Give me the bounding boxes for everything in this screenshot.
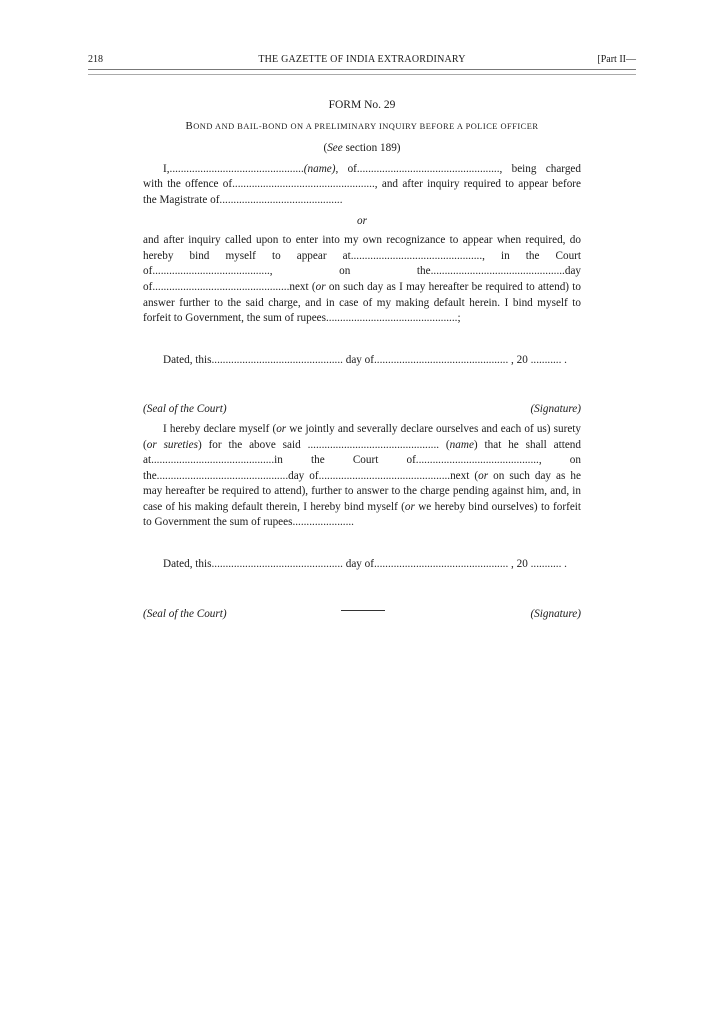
form-subtitle — [143, 119, 581, 135]
section-text: section 189) — [342, 142, 401, 155]
para2-text-a: and after inquiry called upon to enter into my own recognizance to appear when required, do hereby bind myself to appear at..............................................., in the Court of.........................................., on the................................................day of.................................................next ( — [143, 234, 581, 293]
para3-or2: or — [478, 469, 489, 482]
para3-text-d: ) that he shall attend at............................................in the Court of............................................, on the...............................................day of...............................................next ( — [143, 438, 581, 482]
signature-row-2 — [143, 607, 581, 623]
section-reference: (See section 189) — [323, 142, 401, 155]
dated-line-1: Dated, this............................................... day of................................................ , 20 ........... . — [163, 353, 567, 366]
form-body — [143, 98, 581, 622]
para3-text-e: on such day as he may hereafter be required to attend), further to answer to the charge pending against him, and, in case of his making default therein, I hereby bind myself ( — [143, 469, 581, 513]
paragraph-surety — [143, 422, 581, 531]
signature-label: (Signature) — [530, 403, 581, 416]
para1-text-b: , of..................................................., being charged with the offence of..................................................., and after inquiry required to appear before the Magistrate of............................................ — [143, 162, 581, 206]
part-label: [Part II— — [597, 54, 636, 65]
seal-of-court: (Seal of the Court) — [143, 403, 227, 416]
dated-line-2: Dated, this............................................... day of................................................ , 20 ........... . — [163, 558, 567, 571]
para3-text-a: I hereby declare myself ( — [163, 422, 277, 435]
page-number: 218 — [88, 54, 103, 65]
para3-text-b: we jointly and severally declare ourselves and each of us) surety ( — [143, 422, 581, 451]
para3-text-f: we hereby bind ourselves) to forfeit to Government the sum of rupees...................... — [143, 500, 582, 529]
signature-label: (Signature) — [530, 607, 581, 620]
form-subtitle-text: BOND AND BAIL-BOND ON A PRELIMINARY INQUIRY BEFORE A POLICE OFFICER — [185, 119, 539, 132]
para3-name: name — [449, 438, 474, 451]
header-rule — [88, 69, 636, 75]
para3-or3: or — [404, 500, 415, 513]
gazette-title: THE GAZETTE OF INDIA EXTRAORDINARY — [258, 54, 466, 65]
para3-or1: or — [276, 422, 287, 435]
page-header — [88, 54, 636, 70]
para1-name: (name) — [303, 162, 336, 175]
para3-text-c: ) for the above said ............................................... ( — [197, 438, 450, 451]
para3-sureties: or sureties — [146, 438, 198, 451]
seal-of-court: (Seal of the Court) — [143, 607, 227, 620]
para2-text-b: on such day as I may hereafter be required to attend) to answer further to the said charge, and in case of my making default herein. I bind myself to forfeit to Government, the sum of rupees...............................................; — [143, 280, 581, 325]
para1-text-a: I,................................................ — [163, 162, 304, 175]
paragraph-recognizance — [143, 233, 581, 327]
form-number: FORM No. 29 — [328, 99, 396, 111]
para2-or: or — [315, 280, 326, 293]
end-rule — [341, 610, 385, 611]
signature-row-1 — [143, 402, 581, 418]
paragraph-charge — [143, 162, 581, 209]
see-word: See — [327, 142, 343, 155]
or-separator: or — [357, 214, 367, 227]
